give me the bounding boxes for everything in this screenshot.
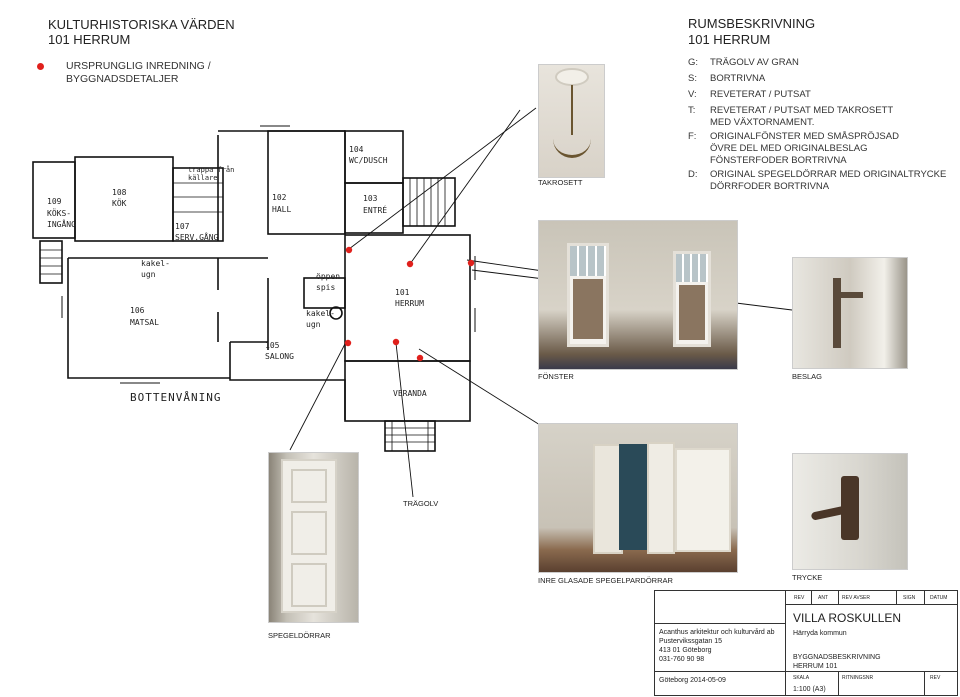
room-desc-row: T: REVETERAT / PUTSAT MED TAKROSETT [688,105,894,116]
door-panel [675,448,731,552]
firm-city: 413 01 Göteborg [659,647,712,654]
municipality: Härryda kommun [793,630,847,637]
col-sign: SIGN [903,595,916,601]
hardware-latch [841,292,863,298]
room-109-name: KÖKS- [47,209,72,218]
label-skala: SKALA [793,675,810,681]
lamp-arms [553,135,591,158]
page-subtitle: 101 HERRUM [48,32,131,47]
divider [924,671,925,696]
room-102-name: HALL [272,205,292,214]
tile-stove-label: ugn [141,270,156,279]
door-leaf [281,459,337,613]
veranda-label: VERANDA [393,389,427,398]
caption-beslag: BESLAG [792,372,823,381]
divider [811,590,812,605]
legend-label-line2: BYGGNADSDETALJER [66,73,179,85]
divider [785,605,786,696]
tile-stove-label: kakel- [141,259,170,268]
window-right [673,251,711,347]
room-103-name: ENTRÉ [363,206,388,215]
divider [838,590,839,605]
room-desc-row: F: ORIGINALFÖNSTER MED SMÅSPRÖJSAD [688,131,899,142]
hardware-bolt [833,278,841,348]
divider [654,671,785,672]
project-name: VILLA ROSKULLEN [793,611,902,625]
room-105-number: 105 [265,341,280,350]
room-desc-title: RUMSBESKRIVNING [688,16,816,31]
firm-street: Pustervikssgatan 15 [659,638,723,645]
photo-ceiling-rosette [538,64,605,178]
doc-room: HERRUM 101 [793,663,838,670]
col-rev-avser: REV AVSER [842,595,870,601]
room-103-number: 103 [363,194,378,203]
photo-double-doors [538,423,738,573]
fireplace-label: öppen [316,272,341,281]
caption-spegeldorrar: SPEGELDÖRRAR [268,631,331,640]
legend-label-line1: URSPRUNGLIG INREDNING / [66,60,211,72]
col-rev: REV [794,595,805,601]
photo-windows [538,220,738,370]
room-108-number: 108 [112,188,127,197]
lamp-chain [571,85,573,135]
room-desc-row: DÖRRFODER BORTRIVNA [710,181,830,192]
room-desc-row: D: ORIGINAL SPEGELDÖRRAR MED ORIGINALTRYCKE [688,169,947,180]
room-106-number: 106 [130,306,145,315]
stair-note: källare [188,174,218,182]
caption-tragolv: TRÄGOLV [403,499,439,508]
col-datum: DATUM [930,595,948,601]
room-108-name: KÖK [112,199,127,208]
room-102-number: 102 [272,193,287,202]
caption-trycke: TRYCKE [792,573,823,582]
divider [838,671,839,696]
rosette-shape [557,70,587,84]
place-date: Göteborg 2014-05-09 [659,677,726,684]
divider [785,671,958,672]
room-105-name: SALONG [265,352,294,361]
photo-window-hardware [792,257,908,369]
door-opening [619,444,647,550]
col-ant: ANT [818,595,828,601]
floor-label: BOTTENVÅNING [130,391,222,404]
divider [654,623,785,624]
window-left [567,243,609,347]
room-109-number: 109 [47,197,62,206]
caption-fonster: FÖNSTER [538,372,574,381]
room-107-number: 107 [175,222,190,231]
divider [896,590,897,605]
room-106-name: MATSAL [130,318,159,327]
scale-value: 1:100 (A3) [793,686,826,693]
room-desc-row: ÖVRE DEL MED ORIGINALBESLAG [710,143,868,154]
room-desc-row: S: BORTRIVNA [688,73,766,84]
room-101-name: HERRUM [395,299,424,308]
room-desc-row: MED VÄXTORNAMENT. [710,117,815,128]
room-desc-row: G: TRÄGOLV AV GRAN [688,57,799,68]
fireplace-label: spis [316,283,336,292]
divider [924,590,925,605]
room-101-number: 101 [395,288,410,297]
room-desc-row: FÖNSTERFODER BORTRIVNA [710,155,847,166]
room-107-name: SERV.GÅNG [175,233,219,242]
firm-name: Acanthus arkitektur och kulturvård ab [659,629,775,636]
room-desc-subtitle: 101 HERRUM [688,32,771,47]
doc-type: BYGGNADSBESKRIVNING [793,654,881,661]
photo-panel-door [268,452,359,623]
tile-stove-label: ugn [306,320,321,329]
caption-inre-dorrar: INRE GLASADE SPEGELPARDÖRRAR [538,576,673,585]
label-ritningsnr: RITNINGSNR [842,675,874,681]
photo-door-handle [792,453,908,570]
room-desc-row: V: REVETERAT / PUTSAT [688,89,811,100]
firm-phone: 031-760 90 98 [659,656,705,663]
room-109-name: INGÅNG [47,220,76,229]
label-rev: REV [930,675,941,681]
caption-takrosett: TAKROSETT [538,178,583,187]
room-104-number: 104 [349,145,364,154]
room-104-name: WC/DUSCH [349,156,388,165]
page-title: KULTURHISTORISKA VÄRDEN [48,17,235,32]
door-right-leaf [647,442,675,554]
tile-stove-label: kakel- [306,309,335,318]
stair-note: trappa från [188,166,235,174]
